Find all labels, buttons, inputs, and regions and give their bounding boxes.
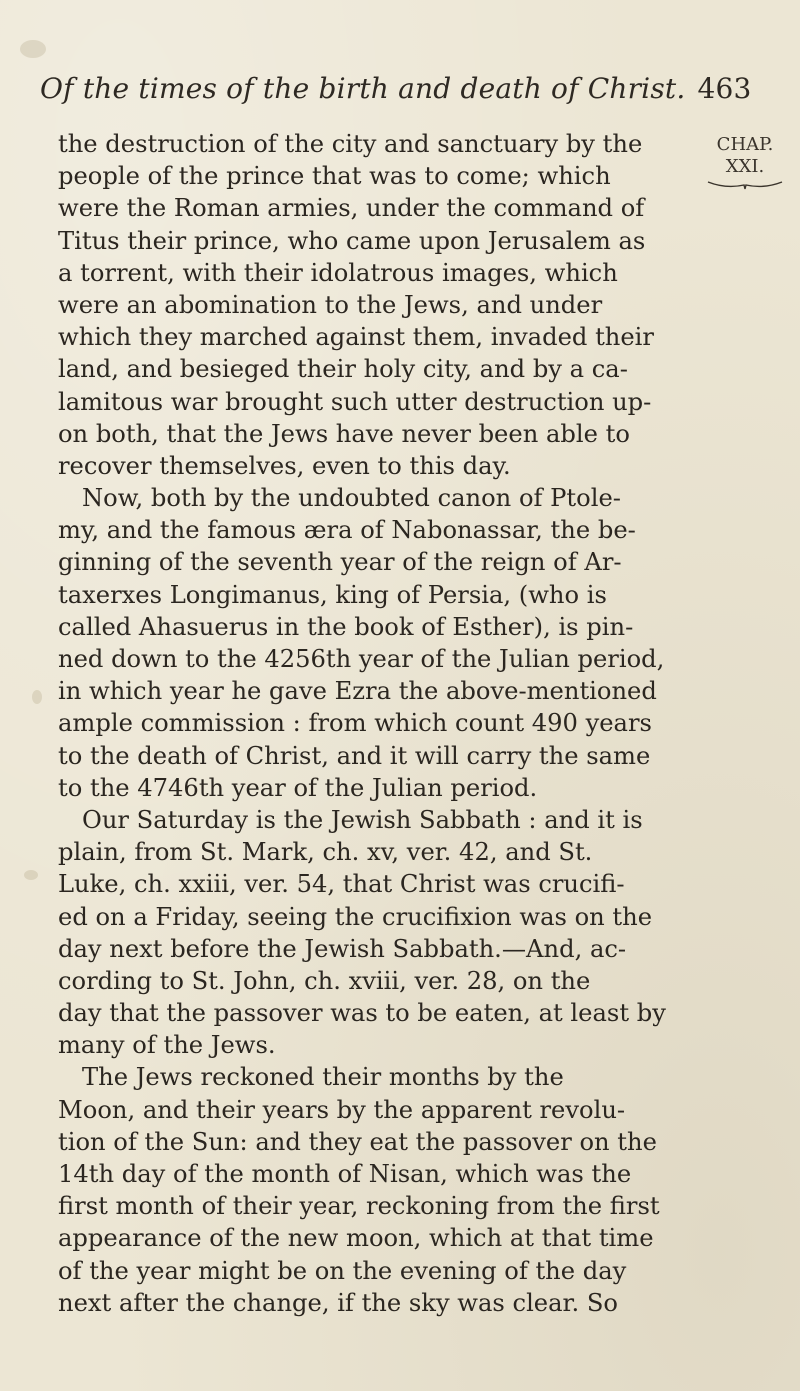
text-line: lamitous war brought such utter destruction up- (58, 387, 652, 416)
text-line: many of the Jews. (58, 1031, 276, 1060)
text-line: recover themselves, even to this day. (58, 451, 511, 480)
text-line: first month of their year, reckoning from the first (58, 1192, 660, 1221)
text-line: plain, from St. Mark, ch. xv, ver. 42, and St. (58, 838, 593, 867)
paper-stain (20, 40, 46, 58)
text-line: ginning of the seventh year of the reign of Ar- (58, 548, 622, 577)
text-line: the destruction of the city and sanctuary by the (58, 130, 643, 158)
text-line: on both, that the Jews have never been able to (58, 419, 630, 448)
running-head (40, 72, 752, 105)
text-line: were an abomination to the Jews, and under (58, 290, 603, 319)
text-line: appearance of the new moon, which at that time (58, 1224, 654, 1253)
chapter-label: CHAP. (716, 134, 774, 155)
text-line: called Ahasuerus in the book of Esther), is pin- (58, 612, 634, 641)
text-line: Now, both by the undoubted canon of Ptole- (82, 484, 621, 513)
text-line: my, and the famous æra of Nabonassar, the be- (58, 516, 636, 545)
text-line: day next before the Jewish Sabbath.—And, ac- (58, 934, 627, 963)
text-line: day that the passover was to be eaten, at least by (58, 999, 666, 1028)
text-line: tion of the Sun: and they eat the passover on the (58, 1127, 657, 1156)
paper-stain (24, 870, 38, 880)
text-line: Titus their prince, who came upon Jerusalem as (58, 226, 646, 255)
text-line: a torrent, with their idolatrous images, which (58, 258, 618, 287)
text-line: 14th day of the month of Nisan, which was the (58, 1160, 632, 1188)
paper-stain (32, 690, 42, 704)
text-line: in which year he gave Ezra the above-mentioned (58, 677, 657, 706)
text-line: to the death of Christ, and it will carry the same (58, 741, 651, 770)
brace-ornament (706, 180, 784, 190)
text-line: to the 4746th year of the Julian period. (58, 773, 538, 802)
text-line: next after the change, if the sky was clear. So (58, 1288, 618, 1317)
text-line: which they marched against them, invaded their (58, 323, 654, 352)
text-line: The Jews reckoned their months by the (82, 1063, 564, 1092)
text-line: Moon, and their years by the apparent revolu- (58, 1095, 626, 1124)
text-line: ed on a Friday, seeing the crucifixion was on the (58, 902, 653, 931)
text-line: taxerxes Longimanus, king of Persia, (who is (58, 580, 607, 609)
body-text (58, 128, 694, 1319)
text-line: ned down to the 4256th year of the Julian period, (58, 645, 665, 673)
chapter-side-note (700, 134, 790, 190)
text-line: people of the prince that was to come; which (58, 162, 611, 191)
text-line: cording to St. John, ch. xviii, ver. 28, on the (58, 966, 591, 995)
text-line: Our Saturday is the Jewish Sabbath : and it is (82, 805, 643, 834)
text-line: of the year might be on the evening of the day (58, 1256, 627, 1285)
running-head-title: Of the times of the birth and death of Christ. (40, 72, 686, 105)
chapter-number: XXI. (725, 156, 765, 177)
text-line: were the Roman armies, under the command of (58, 194, 645, 223)
text-line: ample commission : from which count 490 years (58, 709, 652, 738)
page-number: 463 (697, 72, 752, 105)
text-line: Luke, ch. xxiii, ver. 54, that Christ was crucifi- (58, 870, 625, 899)
text-line: land, and besieged their holy city, and by a ca- (58, 355, 628, 384)
